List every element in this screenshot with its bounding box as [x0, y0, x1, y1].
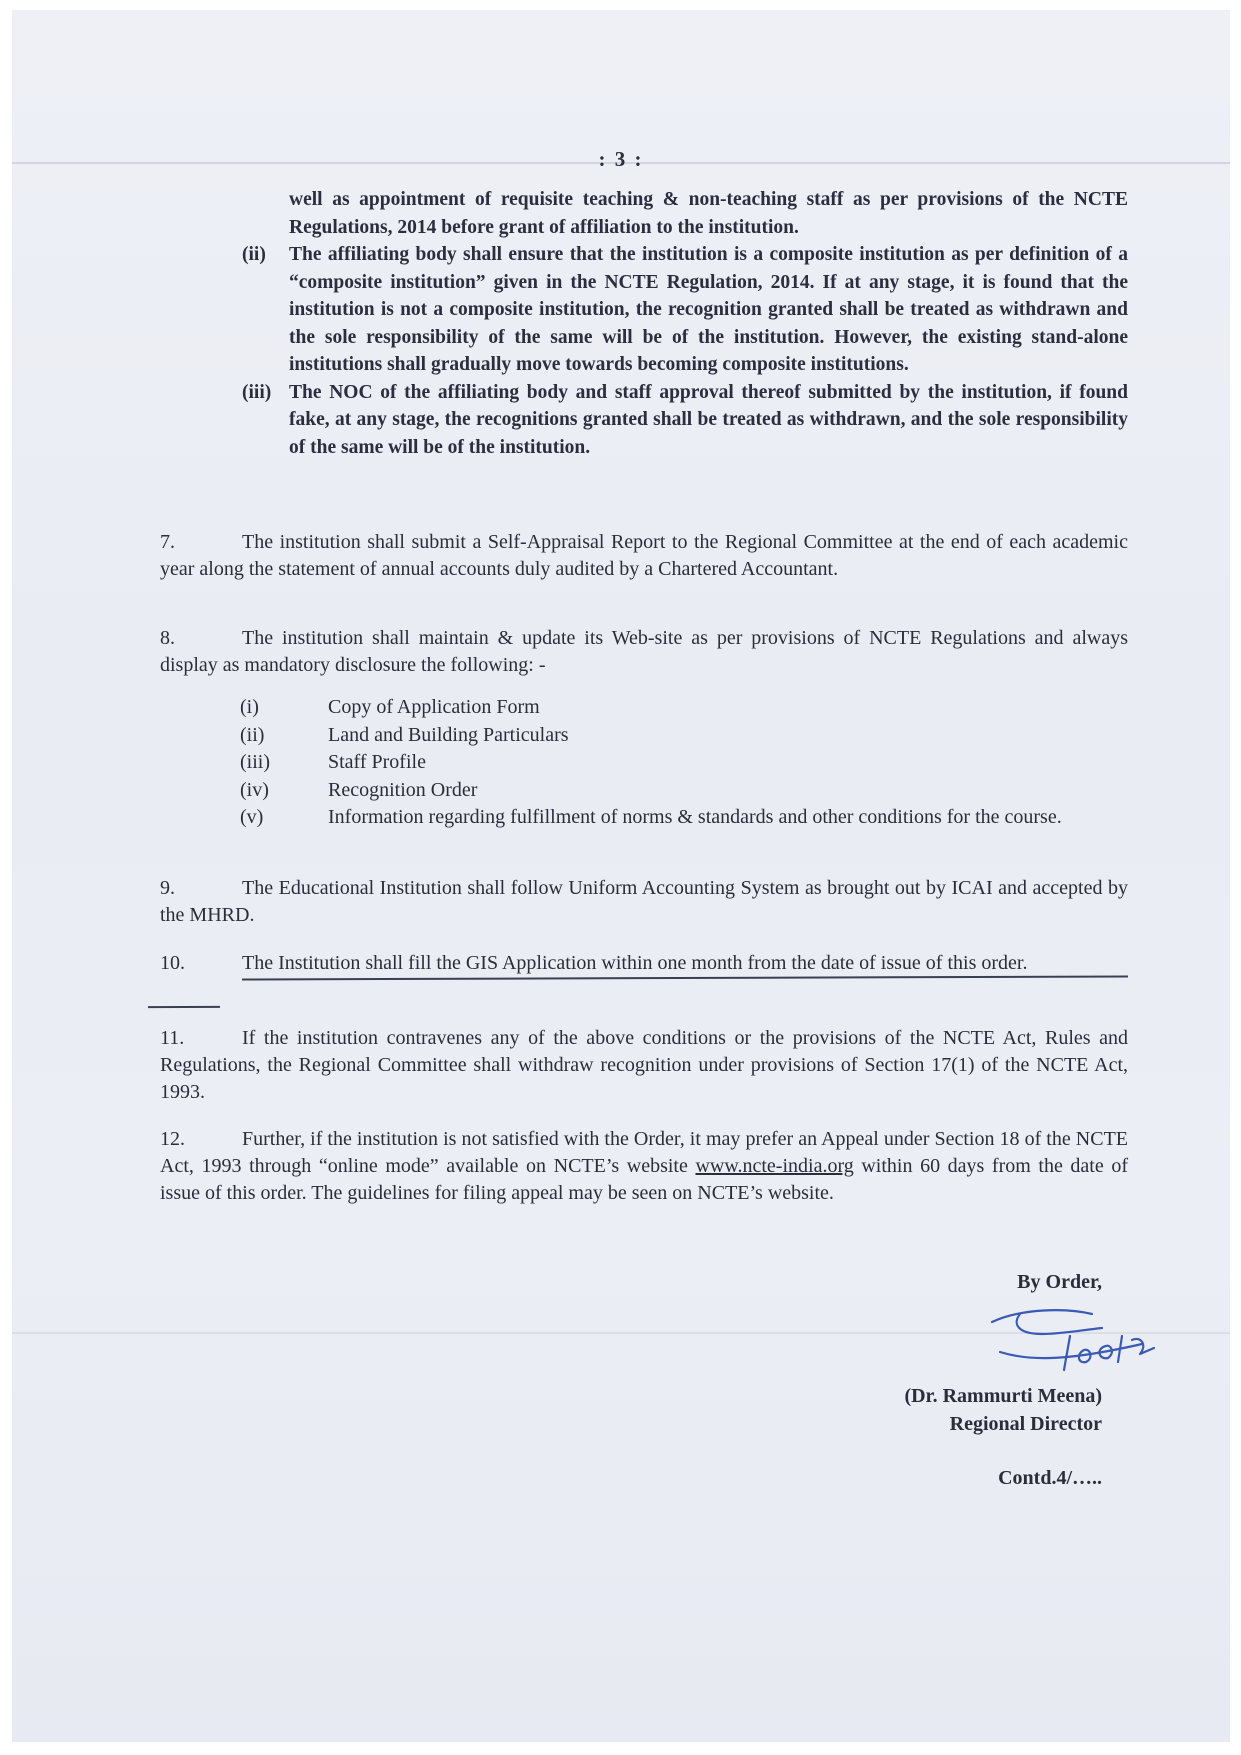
paragraph-text: within 60 days from the date of issue of this order. The guidelines for filing appeal may be seen on NCTE’s website.	[160, 1155, 1128, 1204]
list-item-text: Information regarding fulfillment of norms & standards and other conditions for the course.	[328, 806, 1062, 828]
continuation-text: well as appointment of requisite teaching & non-teaching staff as per provisions of the NCTE Regulations, 2014 before grant of affiliation to the institution.	[289, 189, 1128, 238]
list-item-number: (i)	[240, 696, 259, 718]
clause-number: (ii)	[242, 244, 266, 265]
paragraph-number: 10.	[160, 952, 185, 974]
paragraph-7	[160, 529, 1128, 583]
list-item	[240, 694, 1130, 722]
paragraph-11	[160, 1025, 1128, 1106]
list-item	[240, 749, 1130, 777]
paragraph-number: 12.	[160, 1128, 185, 1150]
affiliation-conditions	[242, 186, 1128, 461]
ncte-website-link[interactable]: www.ncte-india.org	[695, 1155, 854, 1177]
list-item-number: (iv)	[240, 778, 269, 801]
paragraph-8	[160, 625, 1128, 679]
clause-text: The NOC of the affiliating body and staff approval thereof submitted by the institution, if found fake, at any stage, the recognitions granted shall be treated as withdrawn, and the sole responsibility of the same will be of the institution.	[289, 381, 1128, 458]
paragraph-12	[160, 1126, 1128, 1207]
paragraph-10	[160, 950, 1128, 977]
page-number: : 3 :	[598, 147, 644, 171]
paragraph-text: If the institution contravenes any of the above conditions or the provisions of the NCTE Act, Rules and Regulations, the Regional Committee shall withdraw recognition under provisions of Section 17(1) of the NCTE Act, 1993.	[160, 1027, 1128, 1103]
list-item	[240, 722, 1130, 750]
paragraph-number: 11.	[160, 1027, 185, 1049]
list-item-number: (ii)	[240, 723, 265, 746]
paragraph-number: 7.	[160, 531, 175, 553]
clause-iii	[242, 379, 1128, 462]
list-item-text: Copy of Application Form	[328, 696, 540, 718]
list-item-text: Recognition Order	[328, 778, 478, 801]
pen-underline	[148, 1006, 220, 1008]
list-item-text: Staff Profile	[328, 751, 426, 773]
document-page	[12, 10, 1230, 1742]
paragraph-text: The Educational Institution shall follow Uniform Accounting System as brought out by ICAI and accepted by the MHRD.	[160, 877, 1128, 926]
clause-text: The affiliating body shall ensure that the institution is a composite institution as per definition of a “composite institution” given in the NCTE Regulation, 2014. If at any stage, it is found that the institution is not a composite institution, the recognition granted shall be treated as withdrawn and the sole responsibility of the same will be of the institution. However, the existing stand-alone institutions shall gradually move towards becoming composite institutions.	[289, 244, 1128, 375]
list-item	[240, 777, 1130, 805]
clause-number: (iii)	[242, 381, 272, 403]
paragraph-text: The Institution shall fill the GIS Application within one month from the date of issue of this order.	[242, 952, 1028, 974]
signatory-designation: Regional Director	[949, 1413, 1102, 1435]
paragraph-number: 8.	[160, 627, 175, 649]
paragraph-9	[160, 875, 1128, 929]
paragraph-number: 9.	[160, 877, 175, 899]
mandatory-disclosure-list	[240, 694, 1130, 832]
paragraph-text: Further, if the institution is not satisfied with the Order, it may prefer an Appeal under Section 18 of the NCTE Act, 1993 through “online mode” available on NCTE’s website	[160, 1128, 1128, 1177]
list-item-number: (v)	[240, 806, 264, 828]
paragraph-text: The institution shall submit a Self-Appraisal Report to the Regional Committee at the end of each academic year along the statement of annual accounts duly audited by a Chartered Accountant.	[160, 531, 1128, 580]
list-item-text: Land and Building Particulars	[328, 723, 569, 746]
clause-ii	[242, 241, 1128, 379]
continuation-note: Contd.4/…..	[998, 1467, 1102, 1489]
handwritten-signature	[972, 1300, 1162, 1390]
signatory-name: (Dr. Rammurti Meena)	[904, 1385, 1102, 1407]
by-order-label: By Order,	[1017, 1271, 1102, 1293]
list-item-number: (iii)	[240, 751, 270, 773]
paragraph-text: The institution shall maintain & update its Web-site as per provisions of NCTE Regulations and always display as mandatory disclosure the following: -	[160, 627, 1128, 676]
list-item	[240, 804, 1130, 832]
